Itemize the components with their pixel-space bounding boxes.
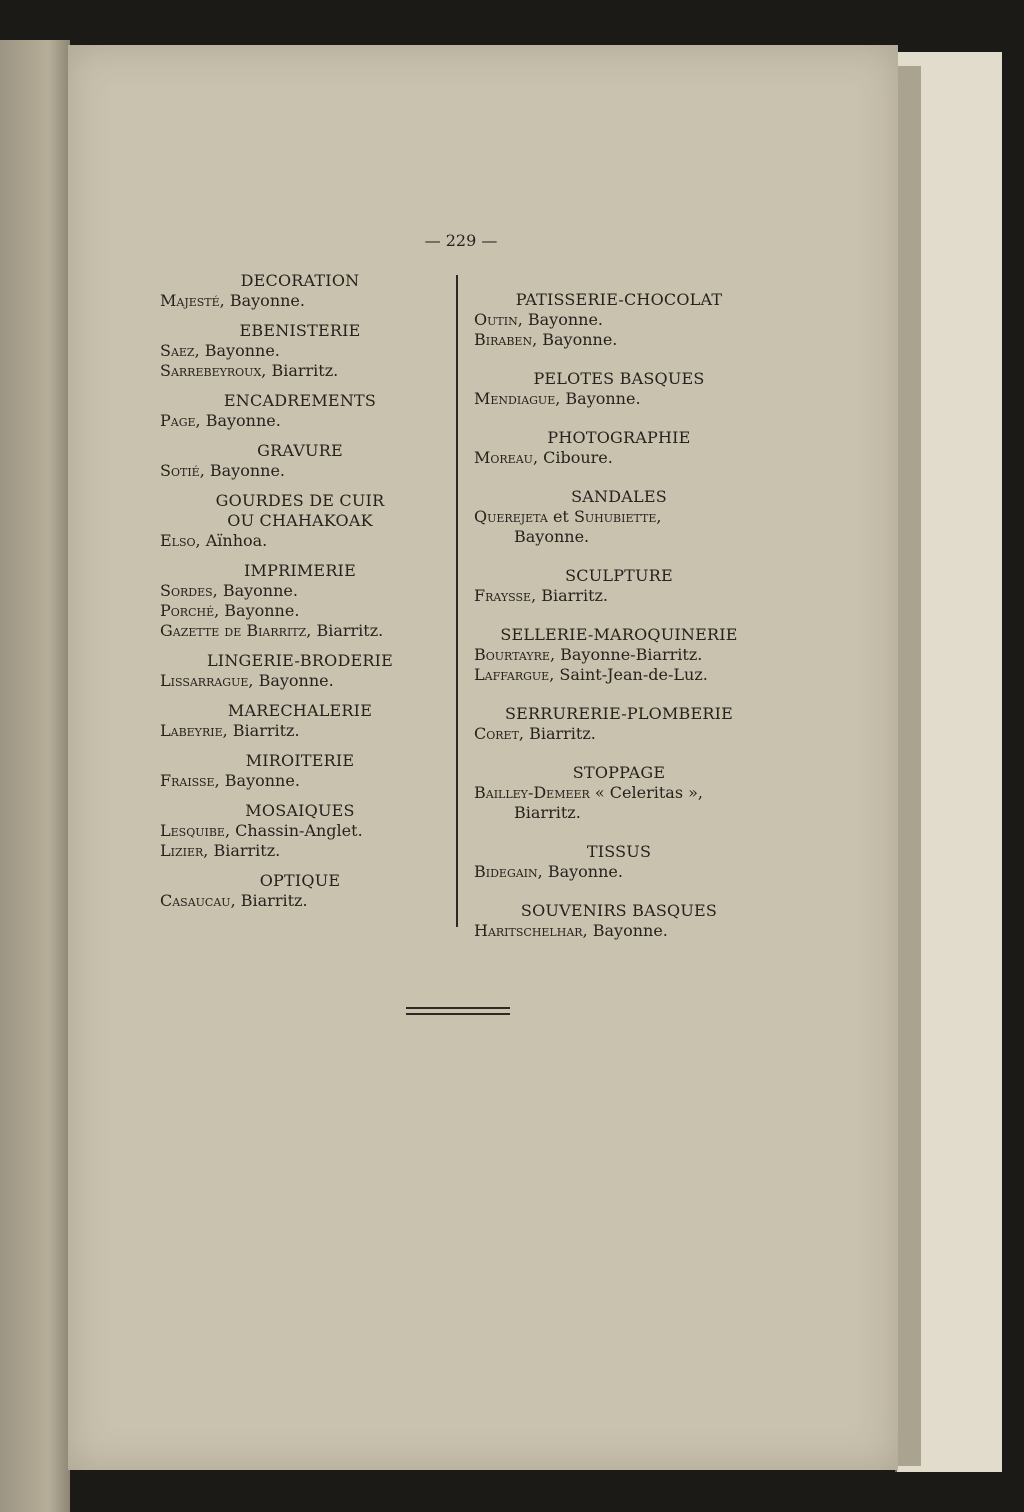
business-name: Majesté (160, 291, 220, 310)
listing-entry (160, 821, 440, 841)
section (160, 321, 440, 381)
section (160, 801, 440, 861)
business-name: Haritschelhar (474, 921, 583, 940)
business-name: Lizier (160, 841, 204, 860)
listing-entry (474, 330, 764, 350)
section-heading: OU CHAHAKOAK (227, 511, 373, 530)
business-name: Lesquibe (160, 821, 225, 840)
section-heading: SELLERIE-MAROQUINERIE (500, 625, 738, 644)
business-name: Porché (160, 601, 215, 620)
listing-entry (160, 891, 440, 911)
section-heading: GRAVURE (257, 441, 343, 460)
section-heading: SOUVENIRS BASQUES (520, 901, 718, 920)
business-location: « Celeritas », (589, 783, 703, 802)
business-name: Labeyrie (160, 721, 223, 740)
business-location: , Bayonne-Biarritz. (549, 645, 703, 664)
listing-entry (160, 291, 440, 311)
section-heading: SANDALES (571, 487, 667, 506)
business-location: , Bayonne. (517, 310, 604, 329)
section-heading: MOSAIQUES (245, 801, 355, 820)
listing-entry (160, 621, 440, 641)
section (160, 561, 440, 641)
section (474, 566, 764, 606)
business-name: Suhubiette (573, 507, 657, 526)
business-location: , Bayonne. (195, 411, 281, 430)
right-column (474, 271, 764, 941)
listing-entry (474, 389, 764, 409)
section (160, 651, 440, 691)
business-name: Sordes (160, 581, 213, 600)
business-name: Lissarrague (160, 671, 249, 690)
listing-entry (474, 724, 764, 744)
listing-entry (474, 586, 764, 606)
section (160, 871, 440, 911)
listing-entry (160, 841, 440, 861)
business-name: Bailley-Demeer (474, 783, 590, 802)
listing-entry (474, 507, 764, 527)
listing-entry (160, 411, 440, 431)
listing-entry (474, 921, 764, 941)
section (474, 290, 764, 350)
listing-entry (160, 581, 440, 601)
double-rule-separator (406, 1007, 510, 1015)
section (474, 901, 764, 941)
listing-entry (474, 448, 764, 468)
business-location: , Bayonne. (214, 601, 300, 620)
section-heading: PELOTES BASQUES (533, 369, 705, 388)
listing-entry (160, 361, 440, 381)
business-location: , Bayonne. (214, 771, 300, 790)
business-location: , Biarritz. (518, 724, 596, 743)
section (474, 842, 764, 882)
section-heading: MIROITERIE (245, 751, 355, 770)
listing-entry (160, 461, 440, 481)
section-heading: SERRURERIE-PLOMBERIE (504, 704, 734, 723)
business-name: Laffargue (474, 665, 550, 684)
listing-entry (474, 862, 764, 882)
listing-continuation: Biarritz. (514, 803, 581, 822)
listing-entry (474, 783, 764, 803)
business-location: , Aïnhoa. (195, 531, 268, 550)
section (474, 428, 764, 468)
business-name: Sotié (160, 461, 200, 480)
column-divider (456, 275, 458, 927)
section-heading: STOPPAGE (572, 763, 666, 782)
business-location: , Bayonne. (555, 389, 641, 408)
section-heading: LINGERIE-BRODERIE (206, 651, 394, 670)
listing-entry (160, 531, 440, 551)
section (160, 391, 440, 431)
left-column (160, 271, 440, 911)
facing-page-edge (0, 40, 70, 1512)
business-name: Page (160, 411, 196, 430)
section-heading: PHOTOGRAPHIE (547, 428, 691, 447)
business-name: Gazette de Biarritz (160, 621, 307, 640)
business-location: , Bayonne. (248, 671, 334, 690)
business-location: , Bayonne. (212, 581, 298, 600)
business-name: Outin (474, 310, 518, 329)
business-name: Casaucau (160, 891, 231, 910)
business-name: Mendiague (474, 389, 556, 408)
section-heading: DECORATION (240, 271, 360, 290)
section-heading: GOURDES DE CUIR (215, 491, 385, 510)
business-location: , Biarritz. (203, 841, 281, 860)
business-location: , Ciboure. (532, 448, 613, 467)
section (474, 625, 764, 685)
business-name: Bourtayre (474, 645, 550, 664)
business-name: Bidegain (474, 862, 538, 881)
listing-entry (160, 721, 440, 741)
section-heading: IMPRIMERIE (244, 561, 356, 580)
business-location: , Biarritz. (306, 621, 384, 640)
business-name: Moreau (474, 448, 533, 467)
page-stack-edge (895, 66, 921, 1466)
business-location: , Saint-Jean-de-Luz. (549, 665, 708, 684)
page-number: — 229 — (424, 231, 498, 250)
section-heading: EBENISTERIE (239, 321, 361, 340)
section (474, 487, 764, 547)
section (160, 271, 440, 311)
listing-entry (160, 601, 440, 621)
listing-entry (160, 341, 440, 361)
business-location: , Chassin-Anglet. (224, 821, 363, 840)
listing-entry (474, 645, 764, 665)
section (474, 369, 764, 409)
business-name: Sarrebeyroux (160, 361, 262, 380)
listing-entry (474, 310, 764, 330)
section (160, 491, 440, 551)
listing-entry (474, 665, 764, 685)
section-heading: ENCADREMENTS (223, 391, 377, 410)
business-name: Fraysse (474, 586, 532, 605)
document-page (68, 45, 898, 1470)
listing-entry (160, 671, 440, 691)
listing-entry (160, 771, 440, 791)
listing-continuation: Bayonne. (514, 527, 590, 546)
business-name: Elso (160, 531, 196, 550)
business-name: Saez (160, 341, 195, 360)
business-location: , Bayonne. (582, 921, 668, 940)
section-heading: SCULPTURE (565, 566, 673, 585)
business-location: , Biarritz. (261, 361, 339, 380)
section-heading: PATISSERIE-CHOCOLAT (515, 290, 723, 309)
section (160, 701, 440, 741)
business-name: Querejeta (474, 507, 548, 526)
business-location: , Bayonne. (194, 341, 280, 360)
section (474, 704, 764, 744)
business-name: Coret (474, 724, 519, 743)
business-name: Biraben (474, 330, 533, 349)
section (160, 751, 440, 791)
business-location: , Biarritz. (222, 721, 300, 740)
business-location: , Bayonne. (219, 291, 305, 310)
section (160, 441, 440, 481)
business-location: et (547, 507, 574, 526)
section (474, 763, 764, 823)
section-heading: MARECHALERIE (227, 701, 373, 720)
business-location: , Bayonne. (199, 461, 286, 480)
business-location: , Bayonne. (537, 862, 623, 881)
business-location: , Biarritz. (531, 586, 609, 605)
business-location: , Bayonne. (532, 330, 618, 349)
section-heading: TISSUS (586, 842, 652, 861)
business-name: Fraisse (160, 771, 215, 790)
section-heading: OPTIQUE (259, 871, 341, 890)
business-location: , Biarritz. (230, 891, 308, 910)
business-location: , (656, 507, 662, 526)
